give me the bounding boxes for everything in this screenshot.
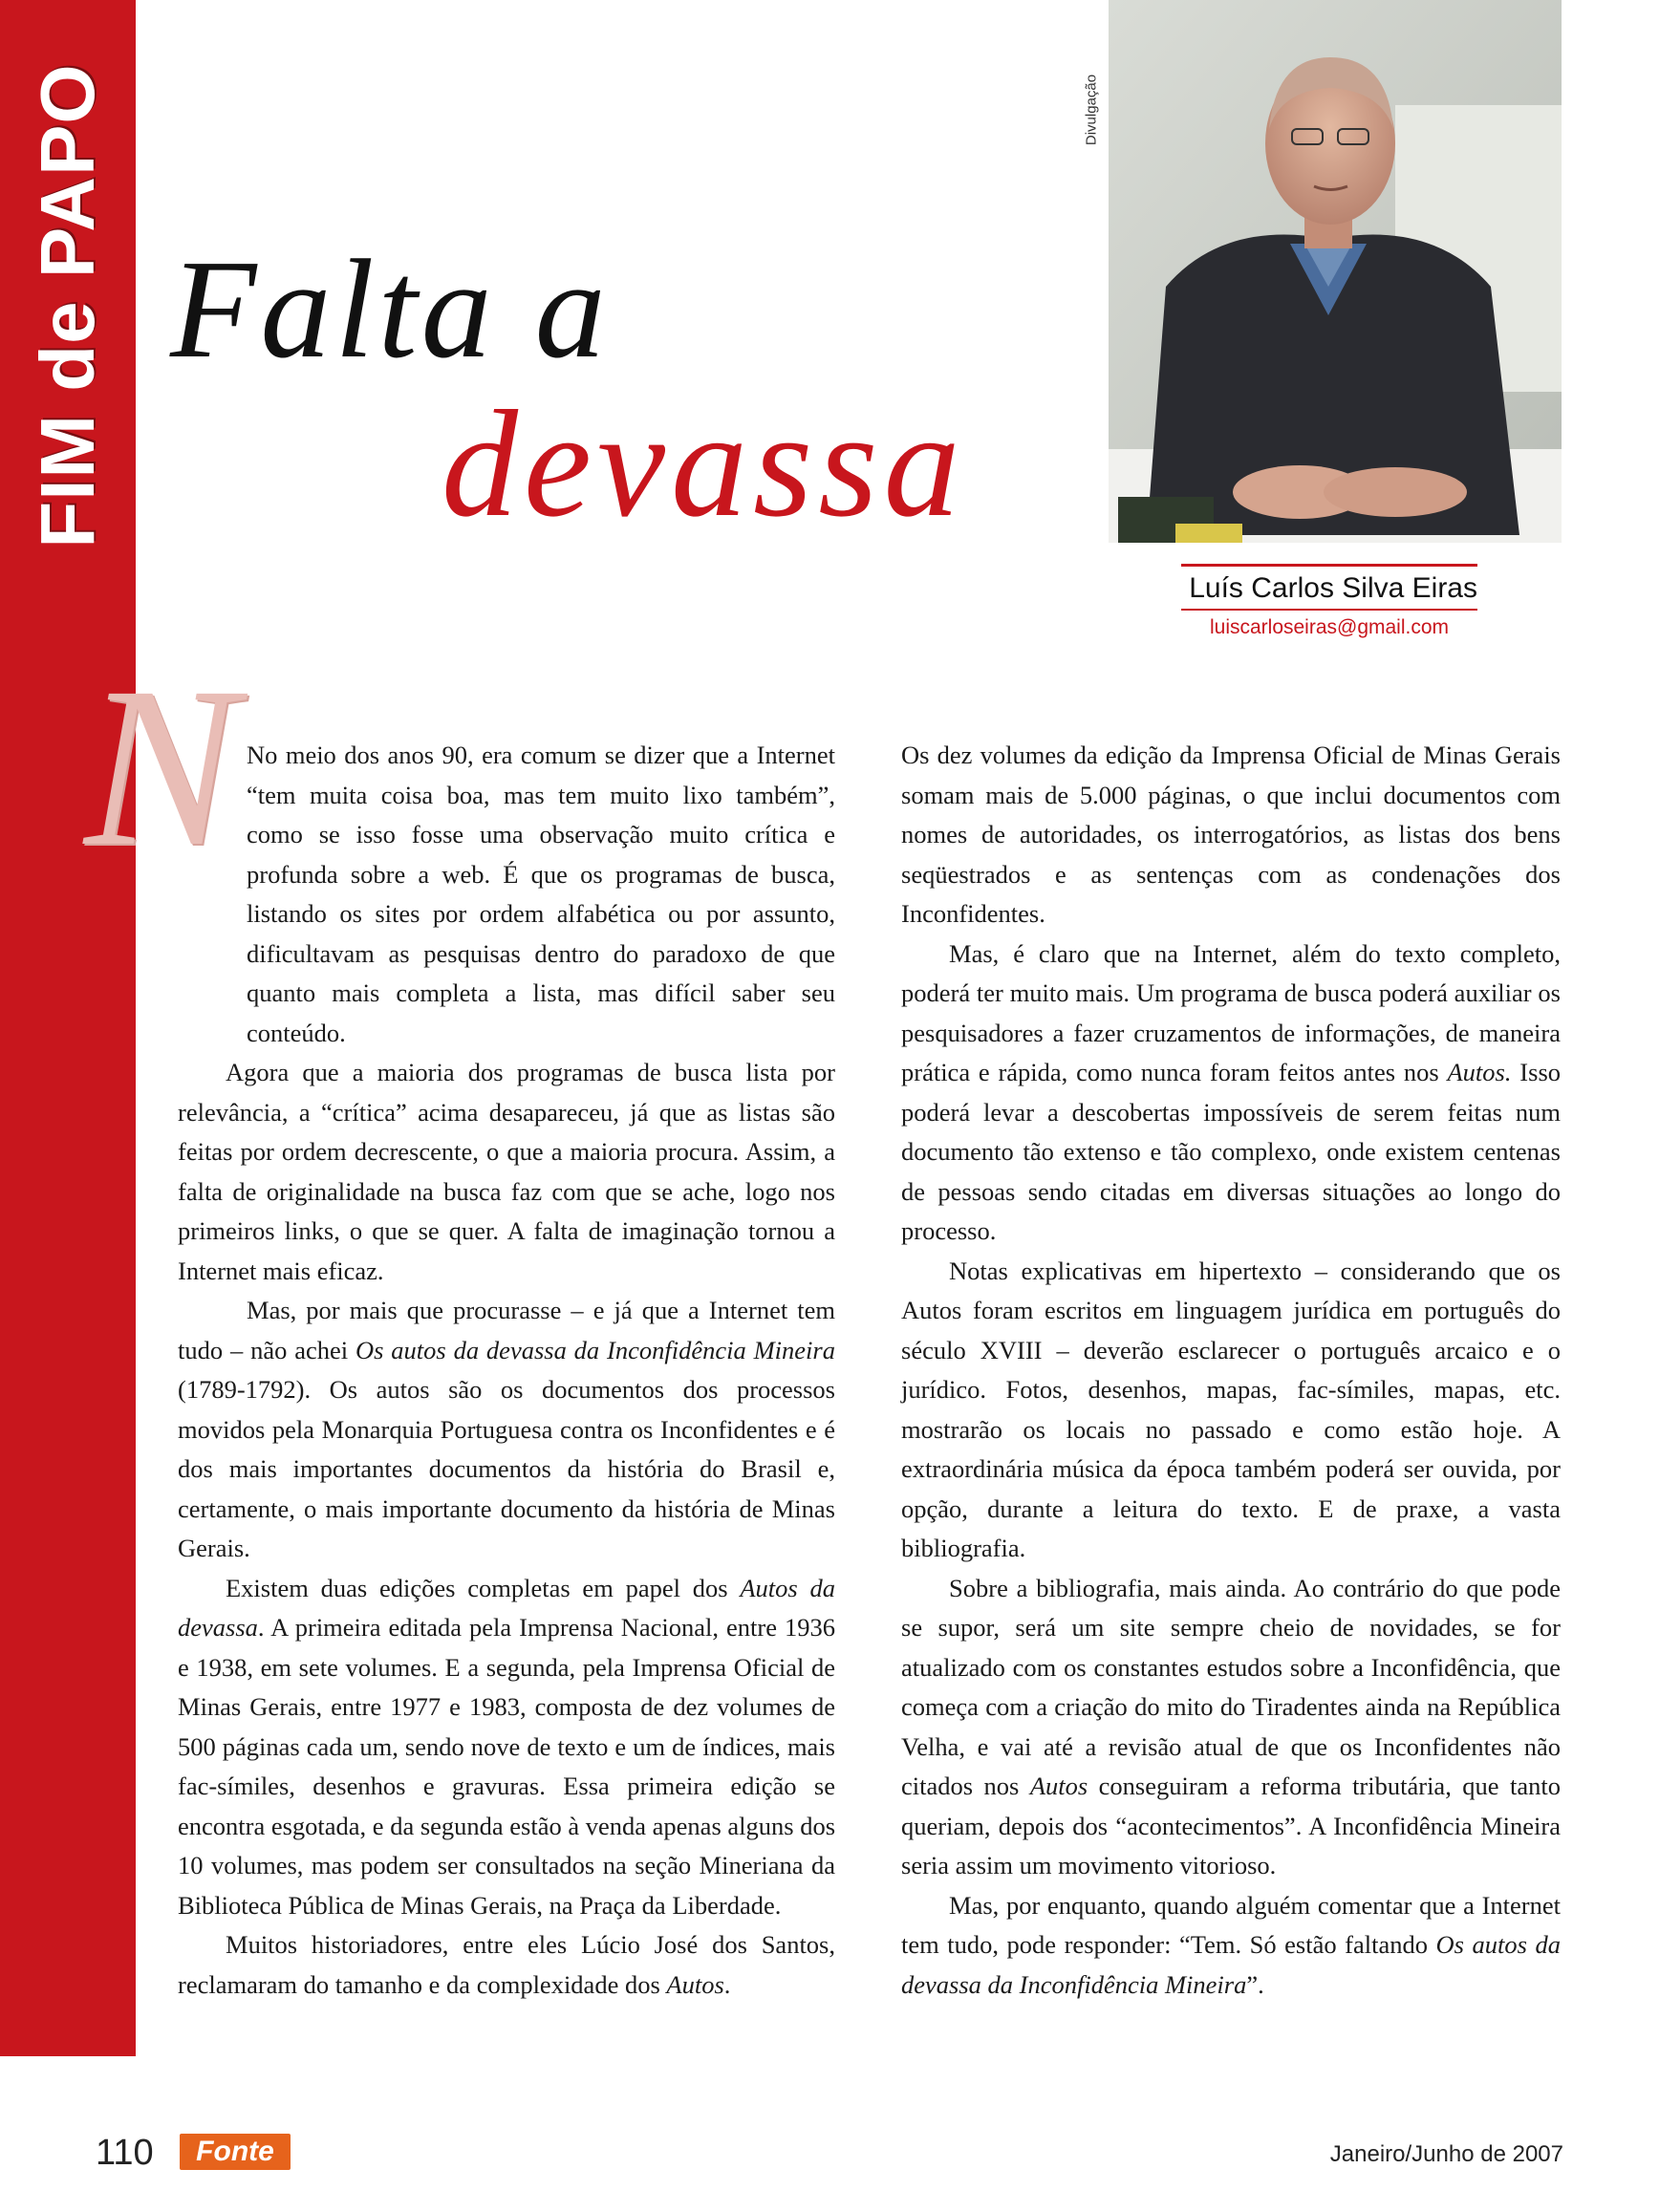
issue-date: Janeiro/Junho de 2007 bbox=[1329, 2141, 1563, 2167]
drop-cap: N bbox=[84, 639, 238, 893]
paragraph: Existem duas edições completas em papel dos Autos da devassa. A primeira editada pela Imprensa Nacional, entre 1936 e 1938, em sete volumes. E a segunda, pela Imprensa Oficial de Minas Gerais, entre 1977 e 1983, composta de dez volumes de 500 páginas cada um, sendo nove de texto e um de índices, mais fac-símiles, desenhos e gravuras. Essa primeira edição se encontra esgotada, e da segunda estão à venda apenas alguns dos 10 volumes, mas podem ser consultados na seção Mineriana da Biblioteca Pública de Minas Gerais, na Praça da Liberdade. bbox=[178, 1573, 836, 1920]
paragraph: Agora que a maioria dos programas de busca lista por relevância, a “crítica” acima desapareceu, já que as listas são feitas por ordem decrescente, o que a maioria procura. Assim, a falta de originalidade na busca faz com que se ache, logo nos primeiros links, o que se quer. A falta de imaginação tornou a Internet mais eficaz. bbox=[178, 1058, 835, 1285]
paragraph: Os dez volumes da edição da Imprensa Oficial de Minas Gerais somam mais de 5.000 páginas, o que inclui documentos com nomes de autoridades, os interrogatórios, as listas dos bens seqüestrados e as sentenças com as condenações dos Inconfidentes. bbox=[901, 741, 1561, 928]
author-byline bbox=[1181, 564, 1477, 639]
section-label-wrap bbox=[0, 0, 136, 612]
article-title-line2: devassa bbox=[442, 378, 966, 548]
paragraph: Muitos historiadores, entre eles Lúcio José dos Santos, reclamaram do tamanho e da complexidade dos Autos. bbox=[178, 1930, 835, 1999]
author-photo bbox=[1109, 0, 1562, 543]
page-number: 110 bbox=[96, 2133, 154, 2173]
paragraph: Mas, é claro que na Internet, além do texto completo, poderá ter muito mais. Um programa de busca poderá auxiliar os pesquisadores a fazer cruzamentos de informações, de maneira prática e rápida, como nunca foram feitos antes nos Autos. Isso poderá levar a descobertas impossíveis de serem feitas num documento tão extenso e tão complexo, onde existem centenas de pessoas sendo citadas em diversas situações ao longo do processo. bbox=[901, 938, 1562, 1245]
photo-credit-wrap bbox=[1080, 67, 1103, 153]
article-column-right bbox=[901, 736, 1561, 2005]
author-email[interactable]: luiscarloseiras@gmail.com bbox=[1209, 616, 1450, 638]
paragraph: Mas, por enquanto, quando alguém comentar que a Internet tem tudo, pode responder: “Tem. Só estão faltando Os autos da devassa da Inconfidência Mineira”. bbox=[901, 1890, 1561, 1999]
paragraph: Sobre a bibliografia, mais ainda. Ao contrário do que pode se supor, será um site sempre cheio de novidades, se for atualizado com os constantes estudos sobre a Inconfidência, que começa com a criação do mito do Tiradentes ainda na República Velha, e vai até a revisão atual de que os Inconfidentes não citados nos Autos conseguiram a reforma tributária, que tanto queriam, depois dos “acontecimentos”. A Inconfidência Mineira seria assim um movimento vitorioso. bbox=[901, 1573, 1561, 1879]
magazine-logo-text: Fonte bbox=[196, 2136, 274, 2167]
article-title-line1: Falta a bbox=[170, 231, 610, 388]
article-column-left bbox=[178, 736, 835, 2005]
author-name: Luís Carlos Silva Eiras bbox=[1189, 572, 1477, 604]
paragraph: Mas, por mais que procurasse – e já que a Internet tem tudo – não achei Os autos da devassa da Inconfidência Mineira (1789-1792). Os autos são os documentos dos processos movidos pela Monarquia Portuguesa contra os Inconfidentes e é dos mais importantes documentos da história do Brasil e, certamente, o mais importante documento da história de Minas Gerais. bbox=[178, 1296, 835, 1562]
paragraph: No meio dos anos 90, era comum se dizer que a Internet “tem muita coisa boa, mas tem muito lixo também”, como se isso fosse uma observação muito crítica e profunda sobre a web. É que os programas de busca, listando os sites por ordem alfabética ou por assunto, dificultavam as pesquisas dentro do paradoxo de que quanto mais completa a lista, mas difícil saber seu conteúdo. bbox=[247, 741, 835, 1047]
section-label: FIM de PAPO bbox=[25, 63, 110, 548]
paragraph: Notas explicativas em hipertexto – considerando que os Autos foram escritos em linguagem jurídica em português do século XVIII – deverão esclarecer o português arcaico e o jurídico. Fotos, desenhos, mapas, fac-símiles, mapas, etc. mostrarão os locais no passado e como estão hoje. A extraordinária música da época também poderá ser ouvida, por opção, durante a leitura do texto. E de praxe, a vasta bibliografia. bbox=[901, 1256, 1561, 1562]
photo-credit: Divulgação bbox=[1083, 74, 1100, 146]
magazine-logo bbox=[180, 2134, 291, 2170]
author-portrait-image bbox=[1109, 0, 1562, 543]
